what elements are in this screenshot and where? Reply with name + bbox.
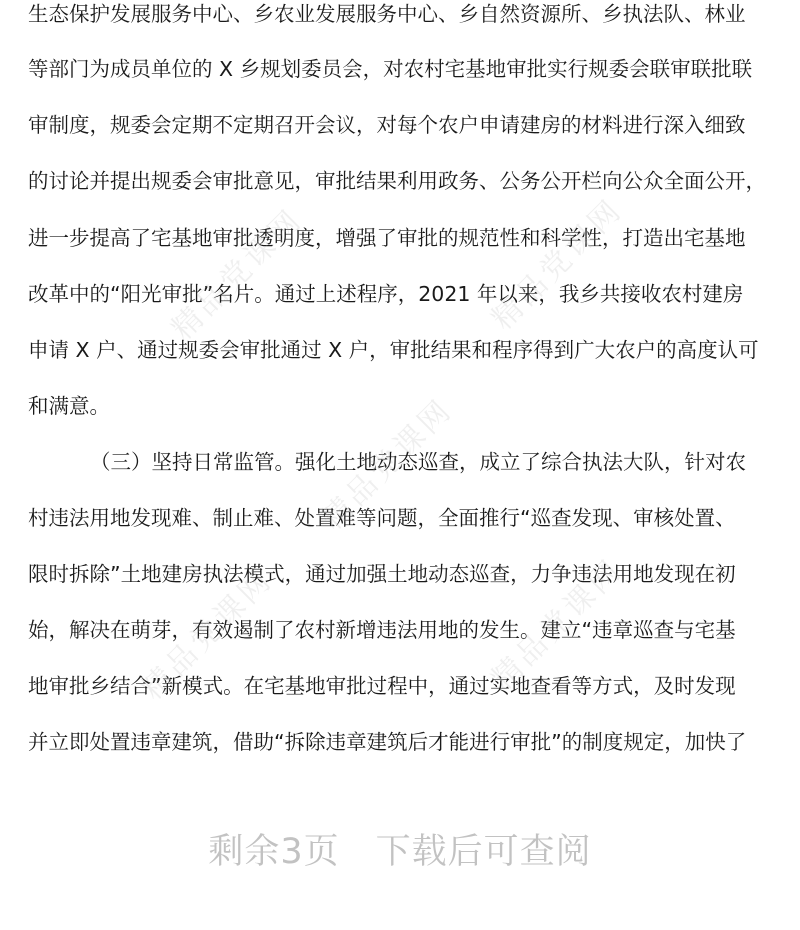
text-line: 和满意。 <box>28 394 110 418</box>
download-to-view-label: 下载后可查阅 <box>375 832 592 872</box>
text-line: 地审批乡结合”新模式。在宅基地审批过程中，通过实地查看等方式，及时发现 <box>28 674 736 698</box>
watermark: 精品党课网 <box>134 561 280 707</box>
text-line: 并立即处置违章建筑，借助“拆除违章建筑后才能进行审批”的制度规定，加快了 <box>28 730 747 754</box>
watermark: 精品党课网 <box>164 201 310 347</box>
section-heading-line: （三）坚持日常监管。强化土地动态巡查，成立了综合执法大队，针对农 <box>90 450 746 474</box>
text-line: 审制度，规委会定期不定期召开会议，对每个农户申请建房的材料进行深入细致 <box>28 113 746 137</box>
text-line: 的讨论并提出规委会审批意见，审批结果利用政务、公务公开栏向公众全面公开， <box>28 169 766 193</box>
watermark: 精品党课网 <box>484 191 630 337</box>
download-prompt[interactable] <box>0 830 800 874</box>
watermark: 精品党课网 <box>314 391 460 537</box>
watermark: 精品党课网 <box>484 551 630 697</box>
text-line: 生态保护发展服务中心、乡农业发展服务中心、乡自然资源所、乡执法队、林业 <box>28 2 746 26</box>
text-line: 始，解决在萌芽，有效遏制了农村新增违法用地的发生。建立“违章巡查与宅基 <box>28 618 736 642</box>
text-line: 申请 X 户、通过规委会审批通过 X 户，审批结果和程序得到广大农户的高度认可 <box>28 338 759 362</box>
text-line: 改革中的“阳光审批”名片。通过上述程序，2021 年以来，我乡共接收农村建房 <box>28 282 744 306</box>
remaining-pages-label: 剩余3页 <box>208 832 340 872</box>
text-line: 限时拆除”土地建房执法模式，通过加强土地动态巡查，力争违法用地发现在初 <box>28 562 736 586</box>
text-line: 进一步提高了宅基地审批透明度，增强了审批的规范性和科学性，打造出宅基地 <box>28 226 746 250</box>
text-line: 村违法用地发现难、制止难、处置难等问题，全面推行“巡查发现、审核处置、 <box>28 506 736 530</box>
text-line: 等部门为成员单位的 X 乡规划委员会，对农村宅基地审批实行规委会联审联批联 <box>28 57 753 81</box>
